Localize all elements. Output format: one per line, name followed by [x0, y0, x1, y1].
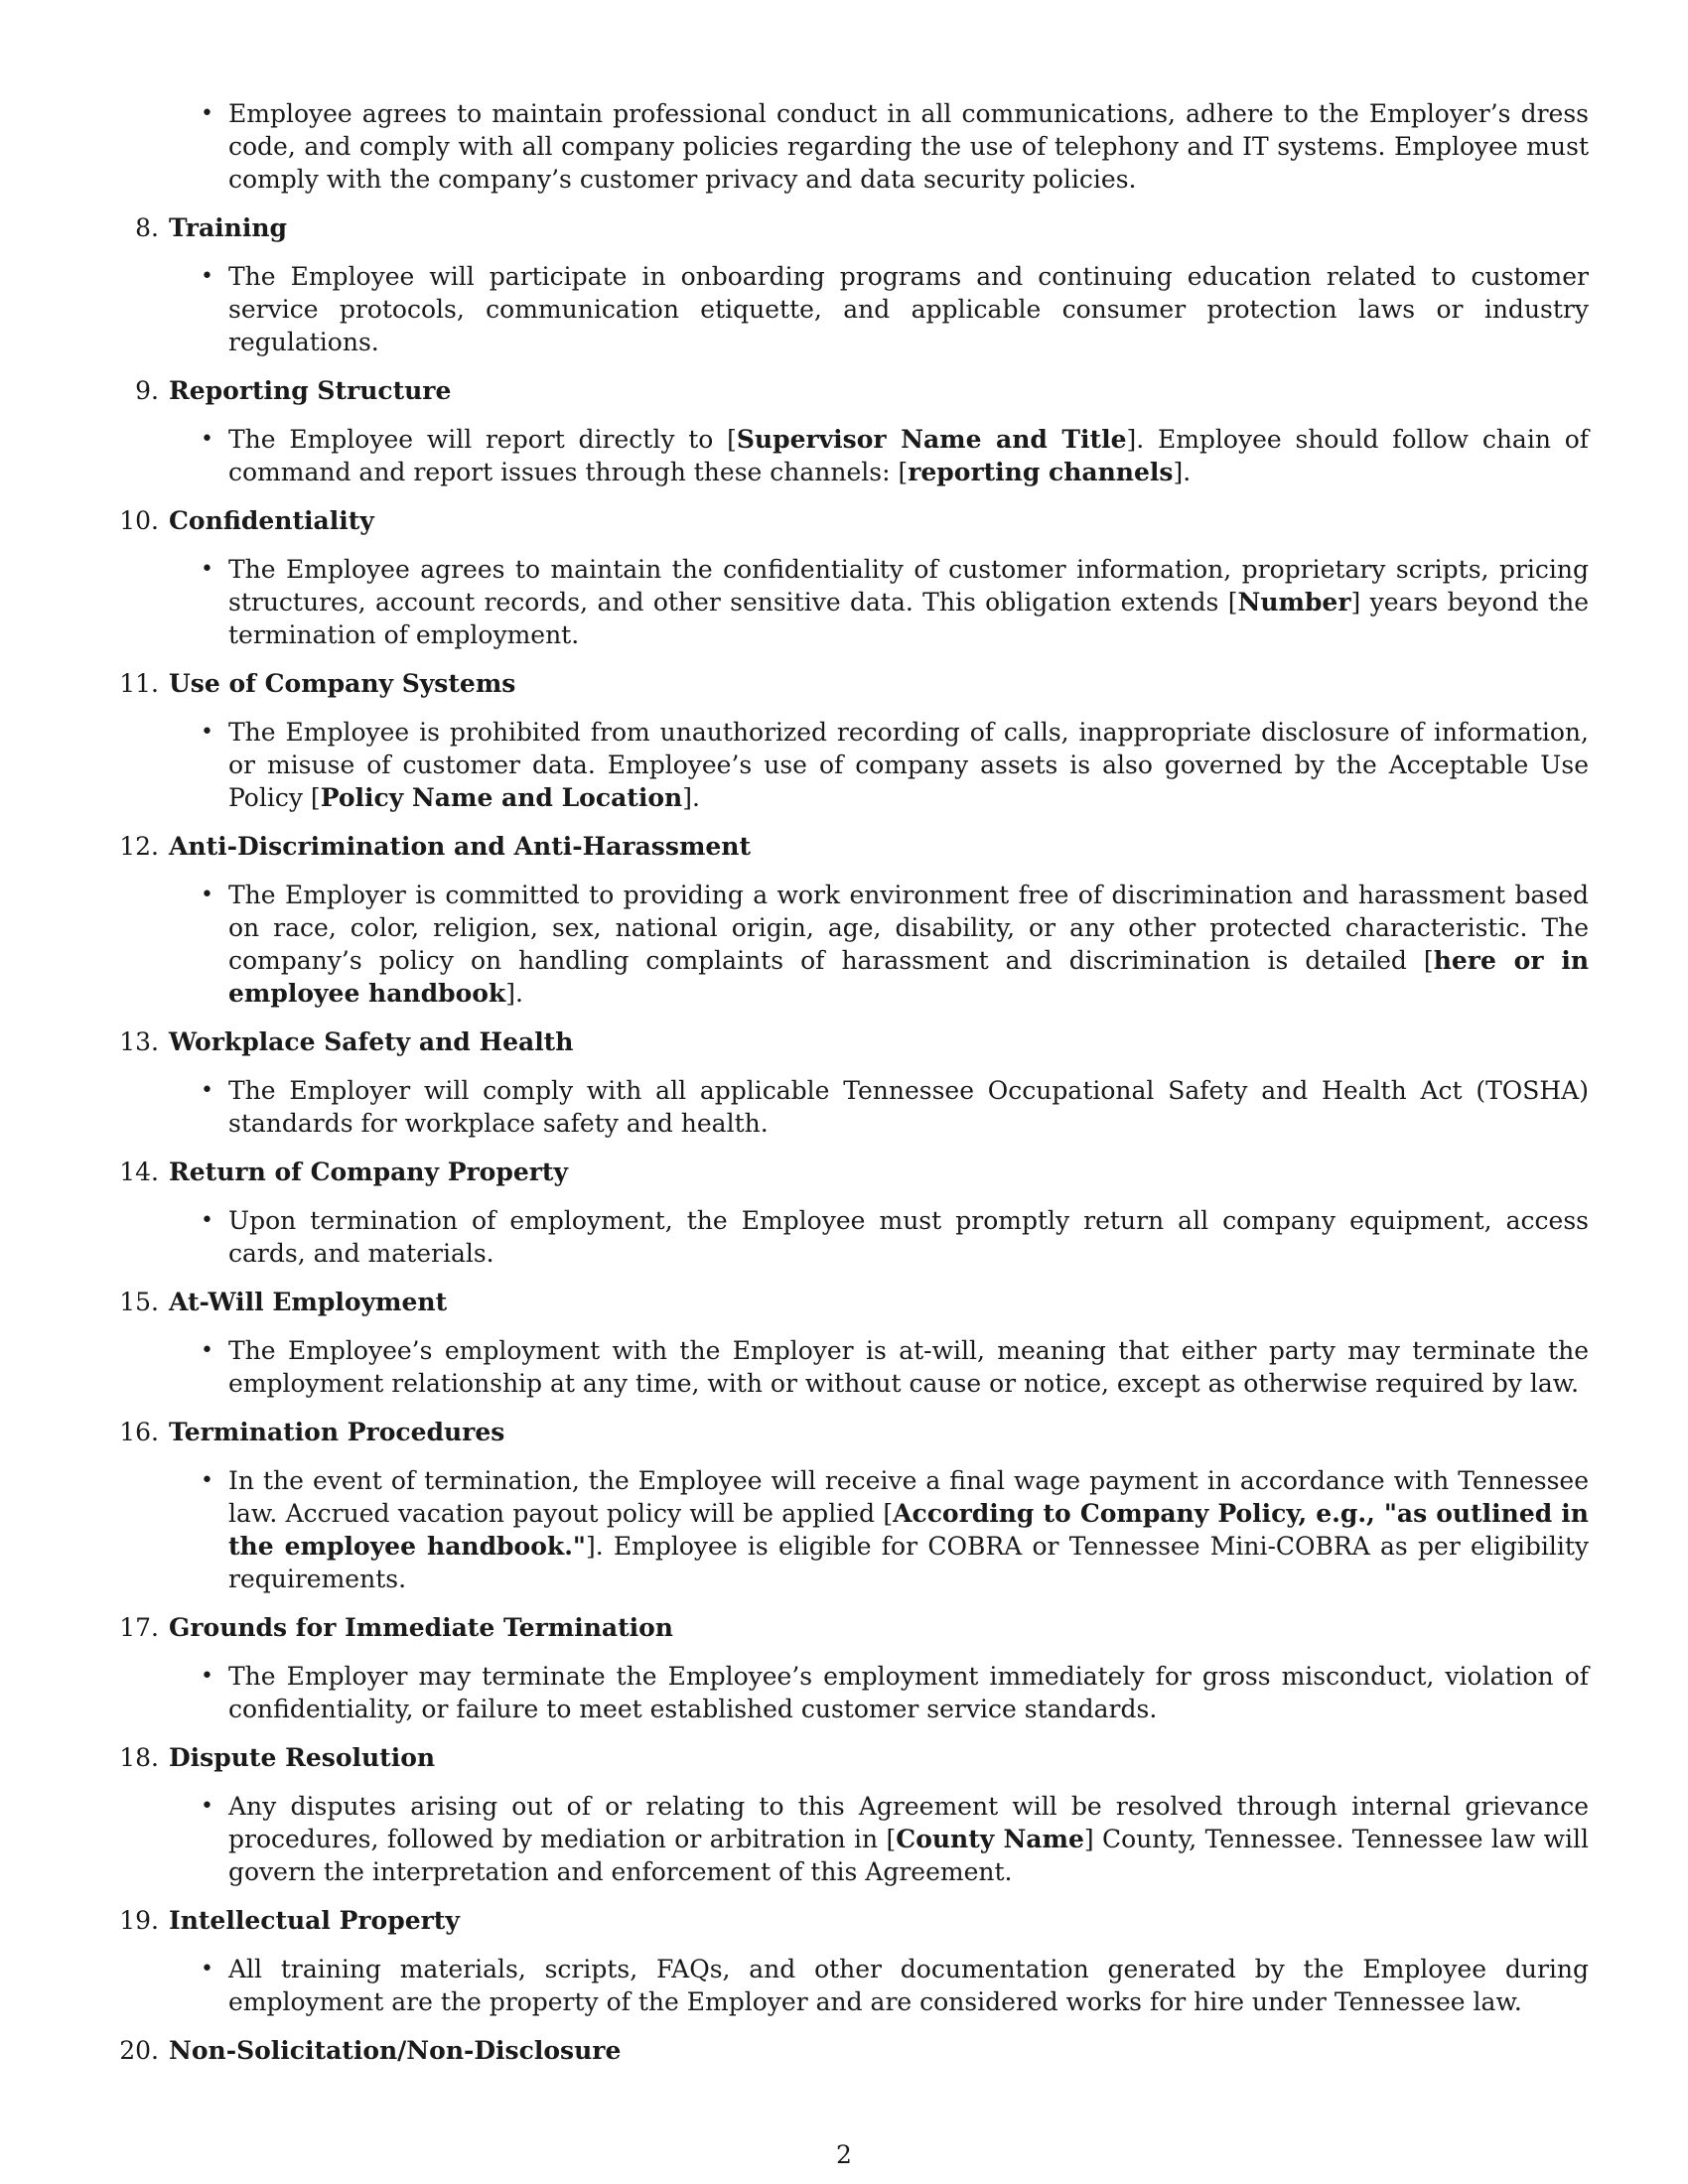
bullet-text: The Employee will participate in onboarding programs and continuing education related to customer service protocols, communication etiquette, and applicable consumer protection laws or industry regulations.: [228, 262, 1589, 356]
bullet-text: ].: [1173, 458, 1192, 486]
bullet-icon: •: [201, 557, 213, 582]
section: [119, 1286, 1589, 1400]
section-title: Return of Company Property: [169, 1158, 568, 1186]
bullet-text: ].: [682, 783, 700, 812]
section-title: Non-Solicitation/Non-Disclosure: [169, 2036, 622, 2065]
placeholder-field: Number: [1237, 588, 1351, 616]
section-title: Reporting Structure: [169, 376, 452, 405]
bullet-text: The Employee will report directly to [: [228, 425, 737, 454]
section-title: Grounds for Immediate Termination: [169, 1613, 673, 1642]
bullet-text: The Employer is committed to providing a work environment free of discrimination and harassment based on race, color, religion, sex, national origin, age, disability, or any other protected characteristic. The company’s policy on handling complaints of harassment and discrimination is detailed [: [228, 881, 1589, 975]
placeholder-field: Supervisor Name and Title: [736, 425, 1127, 454]
bullet-icon: •: [201, 883, 213, 907]
section-heading: [119, 1904, 1589, 1937]
bullet-text: The Employee agrees to maintain the confidentiality of customer information, proprietary scripts, pricing structures, account records, and other sensitive data. This obligation extends [: [228, 555, 1589, 616]
section-heading: [119, 504, 1589, 537]
bullet-icon: •: [201, 101, 213, 126]
bullet-text: Upon termination of employment, the Employee must promptly return all company equipment, access cards, and materials.: [228, 1206, 1589, 1268]
section: [119, 1025, 1589, 1140]
section-bullet: [169, 1334, 1589, 1400]
section-bullet: [169, 716, 1589, 814]
placeholder-field: reporting channels: [908, 458, 1174, 486]
section: [119, 2034, 1589, 2067]
bullet-icon: •: [201, 427, 213, 452]
section-bullet: [169, 1204, 1589, 1270]
document-body: [119, 97, 1590, 2083]
section-heading: [135, 211, 1589, 244]
bullet-icon: •: [201, 264, 213, 289]
section-bullet: [169, 423, 1589, 488]
section-heading: [119, 667, 1589, 700]
bullet-icon: •: [201, 1208, 213, 1233]
section-number: 13.: [119, 1027, 159, 1056]
section-heading: [119, 1156, 1589, 1188]
bullet-text: The Employee’s employment with the Employer is at-will, meaning that either party may terminate the employment relationship at any time, with or without cause or notice, except as otherwise required by law.: [228, 1336, 1589, 1398]
page-number: 2: [836, 2140, 852, 2169]
section: [119, 1741, 1589, 1888]
section-heading: [119, 1611, 1589, 1644]
section-number: 18.: [119, 1743, 159, 1772]
section-number: 11.: [119, 669, 159, 698]
bullet-icon: •: [201, 720, 213, 745]
section-heading: [119, 1025, 1589, 1058]
bullet-text: ] years beyond the termination of employment.: [228, 588, 1589, 649]
bullet-icon: •: [201, 1957, 213, 1981]
section: [119, 1611, 1589, 1725]
section: [119, 830, 1590, 1010]
bullet-text: ].: [505, 979, 523, 1008]
section: [119, 504, 1589, 651]
section: [119, 1904, 1589, 2018]
section-bullet: [169, 1464, 1589, 1595]
placeholder-field: here or in employee handbook: [228, 946, 1590, 1008]
section: [119, 667, 1589, 814]
section-bullet: [169, 1074, 1589, 1140]
section: [135, 211, 1589, 358]
intro-bullet-text: Employee agrees to maintain professional conduct in all communications, adhere to the Employer’s dress code, and comply with all company policies regarding the use of telephony and IT systems. Employee must comply with the company’s customer privacy and data security policies.: [228, 99, 1589, 194]
section-number: 16.: [119, 1418, 159, 1446]
section-number: 12.: [119, 832, 159, 861]
section-title: Use of Company Systems: [169, 669, 516, 698]
section-heading: [119, 2034, 1589, 2067]
bullet-icon: •: [201, 1338, 213, 1363]
placeholder-field: According to Company Policy, e.g., "as outlined in the employee handbook.": [228, 1499, 1589, 1561]
intro-bullet: [169, 97, 1589, 196]
bullet-text: ] County, Tennessee. Tennessee law will govern the interpretation and enforcement of this Agreement.: [228, 1825, 1589, 1886]
section-title: Workplace Safety and Health: [169, 1027, 574, 1056]
section-heading: [119, 1286, 1589, 1318]
bullet-icon: •: [201, 1078, 213, 1103]
section-bullet: [169, 553, 1589, 651]
bullet-text: The Employer will comply with all applicable Tennessee Occupational Safety and Health Act (TOSHA) standards for workplace safety and health.: [228, 1076, 1589, 1138]
section-bullet: [169, 1660, 1589, 1725]
section-title: Training: [169, 213, 287, 242]
section-title: Anti-Discrimination and Anti-Harassment: [169, 832, 752, 861]
section-bullet: [169, 1953, 1589, 2018]
section-bullet: [169, 1790, 1589, 1888]
sections-list: [119, 211, 1590, 2067]
section: [119, 1156, 1589, 1270]
section-heading: [119, 830, 1589, 863]
bullet-text: ]. Employee is eligible for COBRA or Tennessee Mini-COBRA as per eligibility requirements.: [228, 1532, 1589, 1593]
placeholder-field: Policy Name and Location: [320, 783, 683, 812]
section-title: Dispute Resolution: [169, 1743, 436, 1772]
section-bullet: [169, 879, 1589, 1010]
section-number: 20.: [119, 2036, 159, 2065]
section-heading: [119, 1741, 1589, 1774]
section-number: 9.: [135, 376, 159, 405]
section-title: Termination Procedures: [169, 1418, 505, 1446]
bullet-icon: •: [201, 1468, 213, 1493]
placeholder-field: County Name: [896, 1825, 1084, 1853]
bullet-text: All training materials, scripts, FAQs, and other documentation generated by the Employee during employment are the property of the Employer and are considered works for hire under Tennessee law.: [228, 1955, 1589, 2016]
bullet-icon: •: [201, 1794, 213, 1819]
section-title: At-Will Employment: [169, 1288, 448, 1316]
bullet-text: The Employee is prohibited from unauthorized recording of calls, inappropriate disclosure of information, or misuse of customer data. Employee’s use of company assets is also governed by the Acceptable Use Policy [: [228, 718, 1589, 812]
bullet-text: The Employer may terminate the Employee’s employment immediately for gross misconduct, violation of confidentiality, or failure to meet established customer service standards.: [228, 1662, 1589, 1723]
section-number: 14.: [119, 1158, 159, 1186]
bullet-text: ]. Employee should follow chain of command and report issues through these channels: [: [228, 425, 1590, 486]
section: [119, 1416, 1589, 1595]
section-title: Confidentiality: [169, 506, 374, 535]
section-number: 17.: [119, 1613, 159, 1642]
section-number: 15.: [119, 1288, 159, 1316]
section-heading: [119, 1416, 1589, 1448]
section-title: Intellectual Property: [169, 1906, 460, 1935]
bullet-text: In the event of termination, the Employee will receive a final wage payment in accordance with Tennessee law. Accrued vacation payout policy will be applied [: [228, 1466, 1589, 1528]
bullet-text: Any disputes arising out of or relating to this Agreement will be resolved through internal grievance procedures, followed by mediation or arbitration in [: [228, 1792, 1589, 1853]
section-number: 8.: [135, 213, 159, 242]
section-heading: [135, 374, 1589, 407]
section-number: 10.: [119, 506, 159, 535]
bullet-icon: •: [201, 1664, 213, 1689]
section: [135, 374, 1590, 488]
section-bullet: [169, 260, 1589, 358]
section-number: 19.: [119, 1906, 159, 1935]
